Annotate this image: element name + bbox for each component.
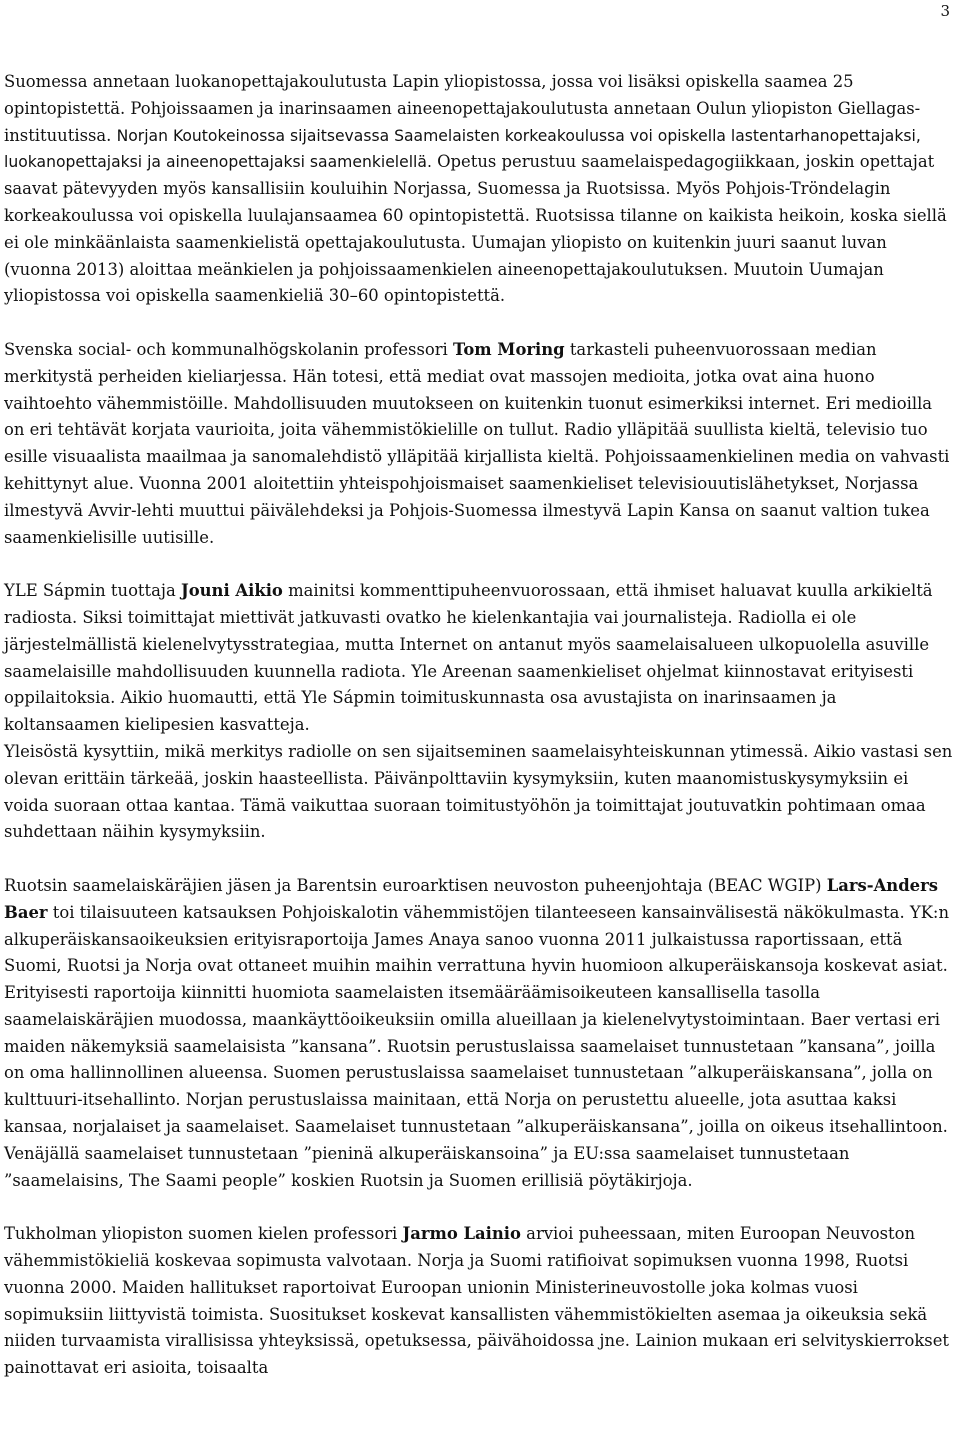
text-run: mainitsi kommenttipuheenvuorossaan, että ihmiset haluavat kuulla arkikieltä radiosta. Siksi toimittajat miettivät jatkuvasti ovatko he kielenkantajia vai journalisteja. Radiolla ei ole järjestelmällistä kielenelvytysstrategiaa, mutta Internet on antanut myös saamelaisalueen ulkopuolella asuville saamelaisille mahdollisuuden kuunnella radiota. Yle Areenan saamenkieliset ohjelmat kiinnostavat erityisesti oppilaitoksia. Aikio huomautti, että Yle Sápmin toimituskunnasta osa avustajista on inarinsaamen ja koltansaamen kielipesien kasvatteja. (4, 581, 933, 735)
sentence: Suomessa annetaan luokanopettajakoulutusta Lapin yliopistossa, jossa voi lisäksi opiskella saamea 25 opintopistettä. (4, 72, 854, 118)
paragraph-audience-question: Yleisöstä kysyttiin, mikä merkitys radiolle on sen sijaitseminen saamelaisyhteiskunnan ytimessä. Aikio vastasi sen olevan erittäin tärkeää, joskin haasteellista. Päivänpolttaviin kysymyksiin, kuten maanomistuskysymyksiin ei voida suoraan ottaa kantaa. Tämä vaikuttaa suoraan toimitustyöhön ja toimittajat joutuvatkin pohtimaan omaa suhdettaan näihin kysymyksiin. (4, 741, 953, 842)
sentence: Myös Pohjois-Tröndelagin korkeakoulussa voi opiskella luulajansaamea 60 opintopistettä. (4, 179, 891, 225)
speaker-name: Lars-Anders Baer (4, 875, 938, 922)
text-run: tarkasteli puheenvuorossaan median merkitystä perheiden kieliarjessa. Hän totesi, että mediat ovat massojen medioita, jotka ovat aina huono vaihtoehto vähemmistöille. Mahdollisuuden muutokseen on kuitenkin tuonut esimerkiksi internet. Eri medioilla on eri tehtävät korjata vaurioita, joita vähemmistökielille on tullut. Radio ylläpitää suullista kieltä, televisio tuo esille visuaalista maailmaa ja sanomalehdistö ylläpitää kirjallista kieltä. Pohjoissaamenkielinen media on vahvasti kehittynyt alue. Vuonna 2001 aloitettiin yhteispohjoismaiset saamenkieliset televisiouutislähetykset, Norjassa ilmestyvä Avvir-lehti muuttui päivälehdeksi ja Pohjois-Suomessa ilmestyvä Lapin Kansa on saanut valtion tukea saamenkielisille uutisille. (4, 339, 950, 547)
text-run: toi tilaisuuteen katsauksen Pohjoiskalotin vähemmistöjen tilanteeseen kansainvälisestä näkökulmasta. YK:n alkuperäiskansaoikeuksien erityisraportoija James Anaya sanoo vuonna 2011 julkaistussa raportissaan, että Suomi, Ruotsi ja Norja ovat ottaneet muihin maihin verrattuna hyvin huomioon alkuperäiskansoja koskevat asiat. Erityisesti raportoija kiinnitti huomiota saamelaisten itsemääräämisoikeuteen kansallisella tasolla saamelaiskäräjien muodossa, maankäyttöoikeuksiin omilla alueillaan ja kielenelvytystoimintaan. Baer vertasi eri maiden näkemyksiä saamelaisista ”kansana”. Ruotsin perustuslaissa saamelaiset tunnustetaan ”kansana”, joilla on oma hallinnollinen alueensa. Suomen perustuslaissa saamelaiset tunnustetaan ”alkuperäiskansana”, jolla on kulttuuri-itsehallinto. Norjan perustuslaissa mainitaan, että Norja on perustettu alueelle, jota asuttaa kaksi kansaa, norjalaiset ja saamelaiset. Saamelaiset tunnustetaan ”alkuperäiskansana”, joilla on oikeus itsehallintoon. Venäjällä saamelaiset tunnustetaan ”pieninä alkuperäiskansoina” ja EU:ssa saamelaiset tunnustetaan ”saamelaisins, The Saami people” koskien Ruotsin ja Suomen erillisiä pöytäkirjoja. (4, 902, 950, 1190)
sentence: Ruotsissa tilanne on kaikista heikoin, koska siellä ei ole minkäänlaista saamenkielistä opettajakoulutusta. Uumajan yliopisto on kuitenkin juuri saanut luvan (vuonna 2013) aloittaa meänkielen ja pohjoissaamenkielen aineenopettajakoulutuksen. Muutoin Uumajan yliopistossa voi opiskella saamenkieliä 30–60 opintopistettä. (4, 205, 947, 306)
speaker-name: Jarmo Lainio (402, 1224, 521, 1244)
document-body (4, 69, 954, 1409)
text-run: Svenska social- och kommunalhögskolanin professori (4, 339, 454, 359)
page-number: 3 (940, 2, 950, 20)
sentence: Pohjoissaamen ja inarinsaamen aineenopettajakoulutusta annetaan Oulun yliopiston Giellagas-instituutissa. (4, 98, 921, 145)
paragraph-teacher-education (4, 69, 954, 310)
text-run: YLE Sápmin tuottaja (4, 581, 181, 601)
sentence: Opetus perustuu saamelaispedagogiikkaan, joskin opettajat saavat pätevyyden myös kansallisiin kouluihin Norjassa, Suomessa ja Ruotsissa. (4, 152, 935, 199)
sentence: Norjan Koutokeinossa sijaitsevassa Saamelaisten korkeakoulussa voi opiskella lastentarhanopettajaksi, luokanopettajaksi ja aineenopettajaksi saamenkielellä. (4, 126, 921, 172)
paragraph-jarmo-lainio (4, 1221, 954, 1382)
paragraph-lars-anders-baer (4, 873, 954, 1195)
speaker-name: Tom Moring (453, 339, 565, 359)
paragraph-tom-moring (4, 337, 954, 551)
text-run: Tukholman yliopiston suomen kielen professori (4, 1224, 403, 1244)
speaker-name: Jouni Aikio (180, 581, 283, 601)
text-run: arvioi puheessaan, miten Euroopan Neuvoston vähemmistökieliä koskevaa sopimusta valvotaan. Norja ja Suomi ratifioivat sopimuksen vuonna 1998, Ruotsi vuonna 2000. Maiden hallitukset raportoivat Euroopan unionin Ministerineuvostolle joka kolmas vuosi sopimuksiin liittyvistä toimista. Suositukset koskevat kansallisten vähemmistökielten asemaa ja oikeuksia sekä niiden turvaamista virallisissa yhteyksissä, opetuksessa, päivähoidossa jne. Lainion mukaan eri selvityskierrokset painottavat eri asioita, toisaalta (4, 1224, 950, 1378)
paragraph-jouni-aikio (4, 578, 954, 739)
text-run: Ruotsin saamelaiskäräjien jäsen ja Barentsin euroarktisen neuvoston puheenjohtaja (BEAC WGIP) (4, 875, 827, 895)
